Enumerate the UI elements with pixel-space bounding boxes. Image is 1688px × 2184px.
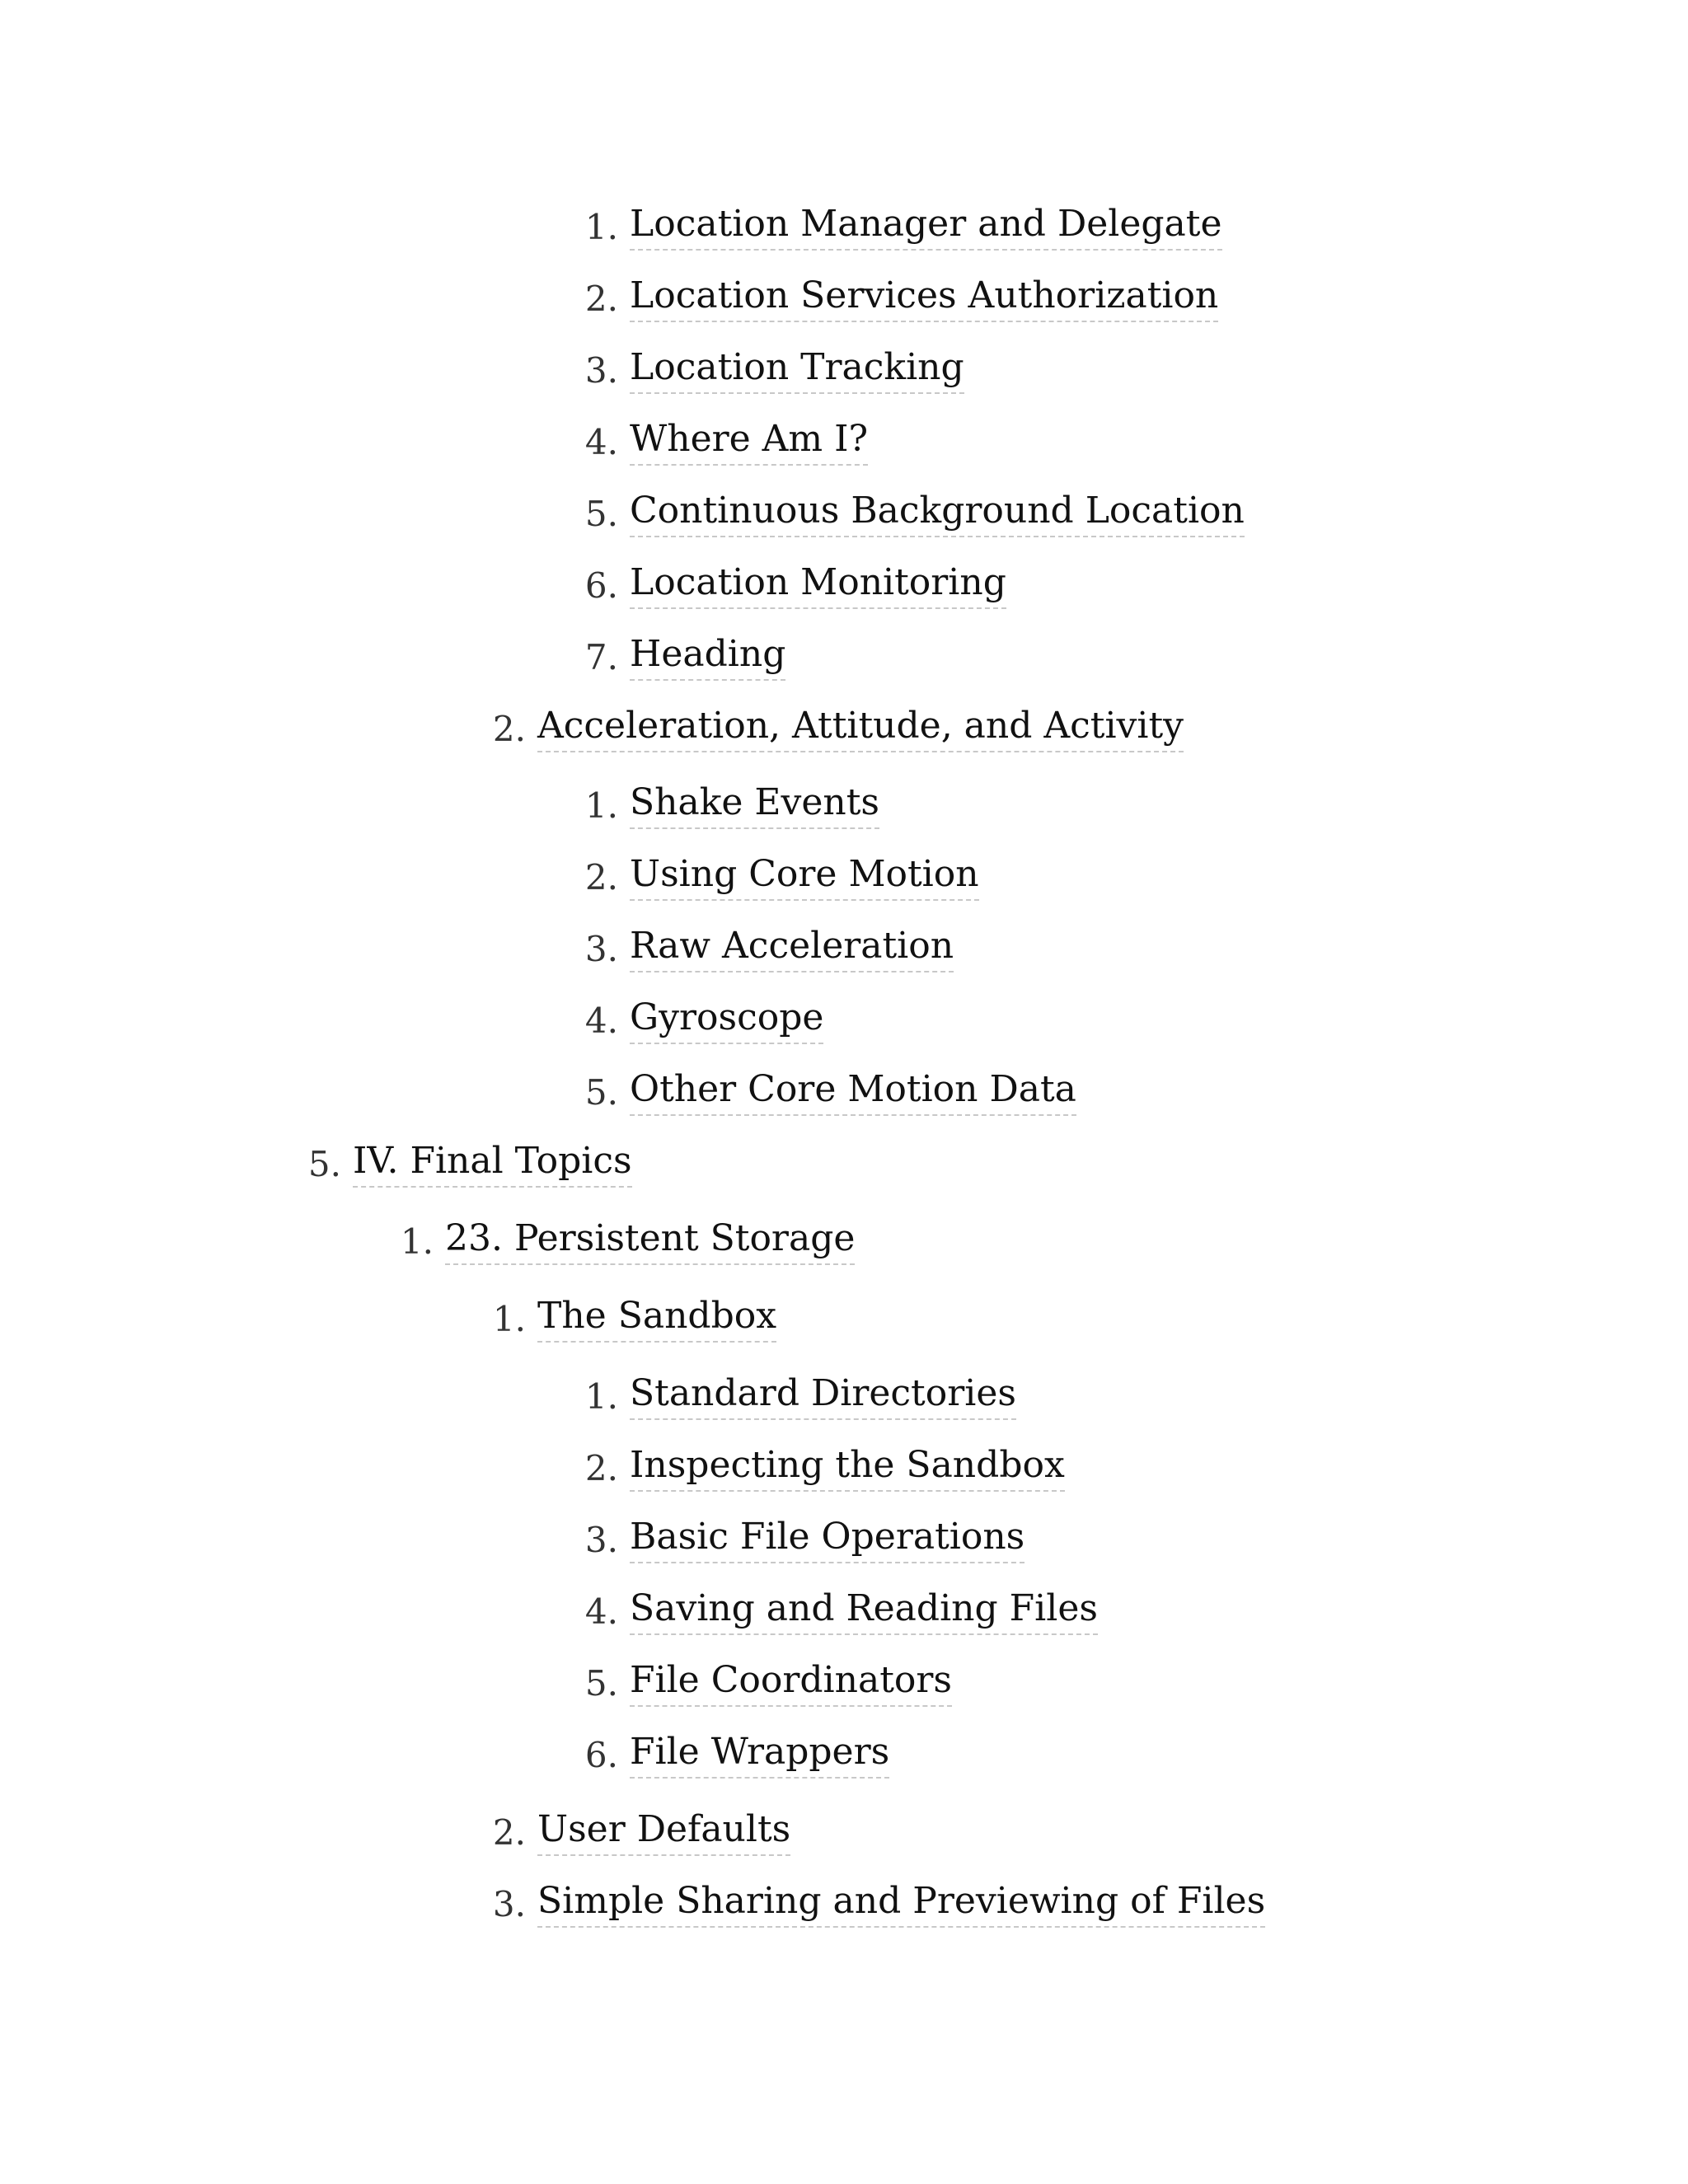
toc-link-other-core-motion-data[interactable]: Other Core Motion Data [630, 1066, 1076, 1116]
toc-number: 2. [584, 857, 618, 898]
toc-number: 1. [400, 1221, 434, 1262]
toc-number: 6. [584, 565, 618, 606]
toc-number: 3. [584, 1520, 618, 1560]
toc-link-shake-events[interactable]: Shake Events [630, 780, 879, 829]
toc-link-file-coordinators[interactable]: File Coordinators [630, 1657, 952, 1707]
toc-number: 2. [492, 1812, 526, 1853]
toc-number: 5. [307, 1144, 341, 1184]
toc-link-location-services-authorization[interactable]: Location Services Authorization [630, 273, 1218, 322]
toc-number: 3. [492, 1884, 526, 1924]
toc-link-location-monitoring[interactable]: Location Monitoring [630, 560, 1006, 609]
toc-number: 7. [584, 637, 618, 677]
toc-link-raw-acceleration[interactable]: Raw Acceleration [630, 923, 954, 972]
toc-link-gyroscope[interactable]: Gyroscope [630, 995, 823, 1044]
toc-number: 6. [584, 1735, 618, 1775]
toc-number: 4. [584, 1001, 618, 1041]
toc-number: 2. [492, 709, 526, 749]
toc-number: 3. [584, 929, 618, 969]
toc-link-file-wrappers[interactable]: File Wrappers [630, 1729, 889, 1779]
toc-number: 2. [584, 1448, 618, 1488]
toc-link-inspecting-the-sandbox[interactable]: Inspecting the Sandbox [630, 1442, 1065, 1492]
toc-link-simple-sharing[interactable]: Simple Sharing and Previewing of Files [537, 1878, 1265, 1928]
toc-number: 1. [584, 1376, 618, 1417]
toc-link-continuous-background-location[interactable]: Continuous Background Location [630, 488, 1245, 537]
toc-link-using-core-motion[interactable]: Using Core Motion [630, 851, 979, 901]
toc-number: 4. [584, 422, 618, 462]
toc-link-heading[interactable]: Heading [630, 631, 785, 681]
toc-number: 5. [584, 1072, 618, 1113]
toc-link-the-sandbox[interactable]: The Sandbox [537, 1293, 776, 1343]
toc-number: 3. [584, 350, 618, 391]
toc-link-location-tracking[interactable]: Location Tracking [630, 344, 964, 394]
toc-number: 1. [492, 1299, 526, 1339]
toc-link-persistent-storage[interactable]: 23. Persistent Storage [445, 1216, 855, 1265]
toc-number: 1. [584, 785, 618, 826]
toc-link-user-defaults[interactable]: User Defaults [537, 1807, 790, 1856]
toc-link-where-am-i[interactable]: Where Am I? [630, 416, 868, 466]
toc-number: 5. [584, 1663, 618, 1704]
toc-number: 5. [584, 494, 618, 534]
toc-number: 2. [584, 279, 618, 319]
toc-link-part-iv-final-topics[interactable]: IV. Final Topics [353, 1138, 632, 1188]
toc-link-basic-file-operations[interactable]: Basic File Operations [630, 1514, 1025, 1563]
toc-number: 1. [584, 207, 618, 247]
toc-link-standard-directories[interactable]: Standard Directories [630, 1371, 1016, 1420]
toc-number: 4. [584, 1591, 618, 1632]
toc-link-location-manager[interactable]: Location Manager and Delegate [630, 201, 1222, 251]
toc-link-acceleration-attitude-activity[interactable]: Acceleration, Attitude, and Activity [537, 703, 1184, 752]
toc-link-saving-and-reading-files[interactable]: Saving and Reading Files [630, 1586, 1098, 1635]
